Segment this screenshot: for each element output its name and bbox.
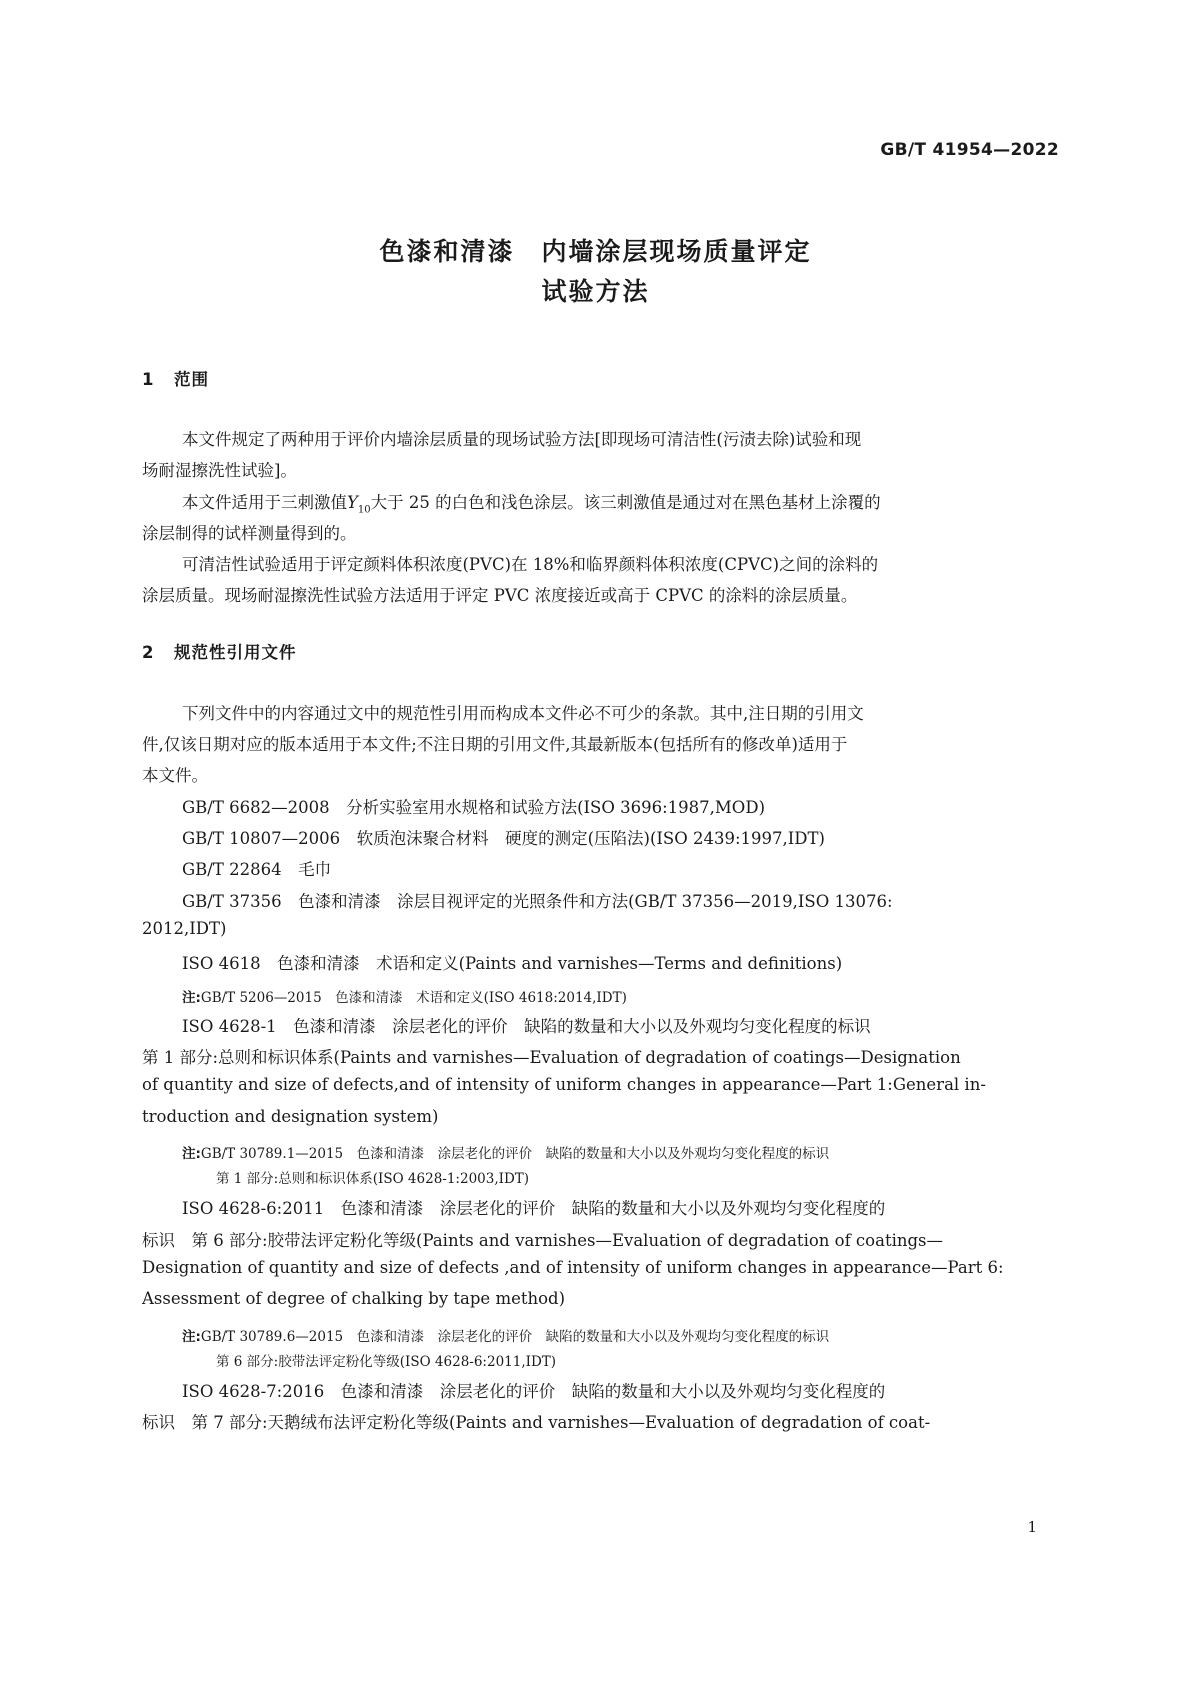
document-title-line-1: 色漆和清漆 内墙涂层现场质量评定 (379, 237, 812, 266)
section-title: 规范性引用文件 (174, 643, 297, 662)
text-fragment: 大于 25 的白色和浅色涂层。该三刺激值是通过对在黑色基材上涂覆的 (370, 493, 881, 512)
reference-entry: ISO 4628-1 色漆和清漆 涂层老化的评价 缺陷的数量和大小以及外观均匀变化程度的标识 (182, 1017, 871, 1036)
reference-entry-continued: Assessment of degree of chalking by tape method) (142, 1289, 566, 1308)
reference-entry: ISO 4628-6:2011 色漆和清漆 涂层老化的评价 缺陷的数量和大小以及外观均匀变化程度的 (182, 1199, 886, 1218)
note-label: 注: (182, 990, 201, 1006)
reference-note-continued: 第 6 部分:胶带法评定粉化等级(ISO 4628-6:2011,IDT) (216, 1354, 557, 1370)
reference-entry-continued: of quantity and size of defects,and of intensity of uniform changes in appearance—Part 1:General in- (142, 1075, 986, 1094)
reference-entry: GB/T 22864 毛巾 (182, 860, 332, 879)
reference-entry-continued: 标识 第 6 部分:胶带法评定粉化等级(Paints and varnishes—Evaluation of degradation of coatings— (142, 1231, 944, 1250)
reference-entry-continued: troduction and designation system) (142, 1107, 439, 1126)
paragraph-line: 涂层制得的试样测量得到的。 (142, 524, 357, 543)
section-number: 2 (142, 643, 155, 662)
paragraph-line: 可清洁性试验适用于评定颜料体积浓度(PVC)在 18%和临界颜料体积浓度(CPVC)之间的涂料的 (182, 555, 879, 574)
document-title-line-2: 试验方法 (541, 277, 650, 306)
paragraph-line: 场耐湿擦洗性试验]。 (142, 461, 297, 480)
reference-entry: GB/T 6682—2008 分析实验室用水规格和试验方法(ISO 3696:1987,MOD) (182, 798, 766, 817)
reference-entry-continued: 第 1 部分:总则和标识体系(Paints and varnishes—Evaluation of degradation of coatings—Designation (142, 1048, 961, 1067)
standard-code: GB/T 41954—2022 (880, 140, 1059, 160)
section-title: 范围 (174, 370, 209, 389)
paragraph-line: 件,仅该日期对应的版本适用于本文件;不注日期的引用文件,其最新版本(包括所有的修改单)适用于 (142, 735, 848, 754)
reference-entry: GB/T 37356 色漆和清漆 涂层目视评定的光照条件和方法(GB/T 37356—2019,ISO 13076: (182, 892, 893, 911)
reference-entry-continued: 2012,IDT) (142, 919, 227, 938)
paragraph-line (182, 489, 881, 515)
tristimulus-subscript: 10 (357, 504, 371, 516)
section-heading-references (142, 639, 297, 663)
section-number: 1 (142, 370, 155, 389)
tristimulus-variable: Y (347, 493, 358, 512)
reference-note (182, 1142, 829, 1162)
note-text: GB/T 30789.1—2015 色漆和清漆 涂层老化的评价 缺陷的数量和大小以及外观均匀变化程度的标识 (200, 1146, 830, 1162)
paragraph-line: 涂层质量。现场耐湿擦洗性试验方法适用于评定 PVC 浓度接近或高于 CPVC 的涂料的涂层质量。 (142, 586, 858, 605)
note-label: 注: (182, 1329, 201, 1345)
page-number: 1 (1027, 1518, 1037, 1536)
paragraph-line: 本文件。 (142, 766, 208, 785)
reference-entry: ISO 4618 色漆和清漆 术语和定义(Paints and varnishes—Terms and definitions) (182, 954, 843, 973)
note-text: GB/T 5206—2015 色漆和清漆 术语和定义(ISO 4618:2014,IDT) (200, 990, 627, 1006)
text-fragment: 本文件适用于三刺激值 (182, 493, 347, 512)
reference-note-continued: 第 1 部分:总则和标识体系(ISO 4628-1:2003,IDT) (216, 1171, 530, 1187)
note-label: 注: (182, 1146, 201, 1162)
section-heading-scope (142, 366, 209, 390)
reference-note (182, 986, 627, 1006)
reference-entry-continued: 标识 第 7 部分:天鹅绒布法评定粉化等级(Paints and varnishes—Evaluation of degradation of coat- (142, 1413, 931, 1432)
reference-entry: ISO 4628-7:2016 色漆和清漆 涂层老化的评价 缺陷的数量和大小以及外观均匀变化程度的 (182, 1382, 886, 1401)
reference-entry-continued: Designation of quantity and size of defects ,and of intensity of uniform changes in appearance—Part 6: (142, 1258, 1004, 1277)
note-text: GB/T 30789.6—2015 色漆和清漆 涂层老化的评价 缺陷的数量和大小以及外观均匀变化程度的标识 (200, 1329, 830, 1345)
reference-entry: GB/T 10807—2006 软质泡沫聚合材料 硬度的测定(压陷法)(ISO 2439:1997,IDT) (182, 829, 825, 848)
paragraph-line: 下列文件中的内容通过文中的规范性引用而构成本文件必不可少的条款。其中,注日期的引用文 (182, 704, 864, 723)
reference-note (182, 1325, 829, 1345)
paragraph-line: 本文件规定了两种用于评价内墙涂层质量的现场试验方法[即现场可清洁性(污渍去除)试验和现 (182, 430, 862, 449)
